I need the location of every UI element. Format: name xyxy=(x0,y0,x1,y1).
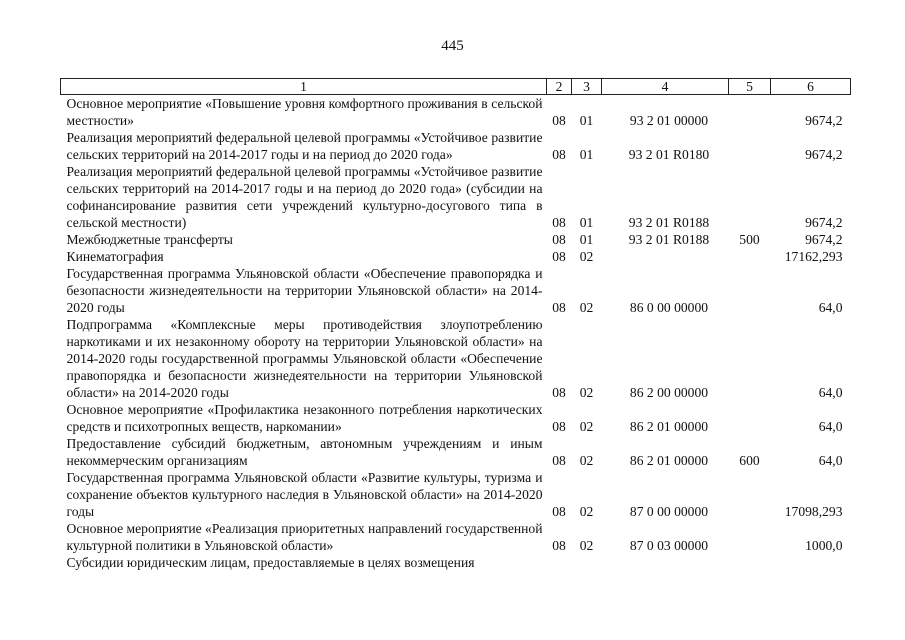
row-amount: 17162,293 xyxy=(784,249,843,264)
page-number: 445 xyxy=(441,38,464,54)
row-target-article: 86 0 00 00000 xyxy=(629,300,709,315)
table-row xyxy=(61,554,851,571)
row-expense-type xyxy=(729,95,771,130)
row-amount: 64,0 xyxy=(818,300,843,315)
row-expense-type xyxy=(729,316,771,401)
row-name: Основное мероприятие «Повышение уровня комфортного проживания в сельской местности» xyxy=(66,96,543,128)
row-expense-type xyxy=(729,248,771,265)
row-subsection: 02 xyxy=(579,385,594,400)
row-subsection: 02 xyxy=(579,504,594,519)
row-name: Реализация мероприятий федеральной целевой программы «Устойчивое развитие сельских территорий на 2014-2017 годы и на период до 2020 года» xyxy=(66,130,543,162)
column-header-name: 1 xyxy=(61,79,547,95)
row-amount: 17098,293 xyxy=(784,504,843,519)
row-amount: 64,0 xyxy=(818,419,843,434)
row-subsection xyxy=(572,554,602,571)
row-section: 08 xyxy=(552,385,566,400)
table-row xyxy=(61,469,851,520)
table-row xyxy=(61,265,851,316)
row-expense-type xyxy=(729,129,771,163)
table-row xyxy=(61,248,851,265)
row-amount: 64,0 xyxy=(818,385,843,400)
budget-table xyxy=(60,78,851,571)
row-subsection: 01 xyxy=(579,147,594,162)
table-row xyxy=(61,401,851,435)
table-row xyxy=(61,95,851,130)
row-expense-type xyxy=(729,520,771,554)
row-name: Государственная программа Ульяновской области «Обеспечение правопорядка и безопасности жизнедеятельности на территории Ульяновской области» на 2014-2020 годы xyxy=(66,266,543,315)
row-target-article: 86 2 01 00000 xyxy=(629,453,709,468)
table-body xyxy=(61,95,851,572)
row-section: 08 xyxy=(552,113,566,128)
row-section: 08 xyxy=(552,419,566,434)
row-target-article: 93 2 01 R0188 xyxy=(628,215,710,230)
row-section: 08 xyxy=(552,504,566,519)
row-target-article: 87 0 00 00000 xyxy=(629,504,709,519)
row-target-article xyxy=(602,554,729,571)
column-header-section: 2 xyxy=(547,79,572,95)
row-expense-type xyxy=(729,265,771,316)
row-amount: 9674,2 xyxy=(805,147,843,162)
row-expense-type xyxy=(729,469,771,520)
row-subsection: 01 xyxy=(579,113,594,128)
row-amount: 9674,2 xyxy=(805,215,843,230)
table-row xyxy=(61,316,851,401)
row-subsection: 02 xyxy=(579,300,594,315)
table-header xyxy=(61,79,851,95)
row-section xyxy=(547,554,572,571)
column-header-subsection: 3 xyxy=(572,79,602,95)
row-name: Основное мероприятие «Реализация приоритетных направлений государственной культурной политики в Ульяновской области» xyxy=(66,521,543,553)
table-row xyxy=(61,163,851,231)
row-subsection: 01 xyxy=(579,232,594,247)
row-target-article: 93 2 01 R0188 xyxy=(628,232,710,247)
row-target-article: 86 2 00 00000 xyxy=(629,385,709,400)
row-section: 08 xyxy=(552,538,566,553)
row-amount: 64,0 xyxy=(818,453,843,468)
row-target-article: 93 2 01 00000 xyxy=(629,113,709,128)
row-section: 08 xyxy=(552,147,566,162)
row-section: 08 xyxy=(552,453,566,468)
row-subsection: 02 xyxy=(579,538,594,553)
row-expense-type xyxy=(729,554,771,571)
row-name: Государственная программа Ульяновской области «Развитие культуры, туризма и сохранение объектов культурного наследия в Ульяновской области» на 2014-2020 годы xyxy=(66,470,543,519)
row-subsection: 02 xyxy=(579,419,594,434)
row-amount: 9674,2 xyxy=(805,232,843,247)
row-name: Подпрограмма «Комплексные меры противодействия злоупотреблению наркотиками и их незаконному обороту на территории Ульяновской области» на 2014-2020 годы государственной программы Ульяновской области «Обеспечение правопорядка и безопасности жизнедеятельности на территории Ульяновской области» на 2014-2020 годы xyxy=(66,317,543,400)
table-row xyxy=(61,520,851,554)
column-header-amount: 6 xyxy=(771,79,851,95)
row-amount: 9674,2 xyxy=(805,113,843,128)
row-expense-type: 500 xyxy=(739,232,760,247)
row-expense-type xyxy=(729,401,771,435)
column-header-target-article: 4 xyxy=(602,79,729,95)
row-target-article xyxy=(602,248,729,265)
row-name: Субсидии юридическим лицам, предоставляемые в целях возмещения xyxy=(66,555,475,570)
row-target-article: 86 2 01 00000 xyxy=(629,419,709,434)
row-name: Кинематография xyxy=(66,249,164,264)
row-name: Предоставление субсидий бюджетным, автономным учреждениям и иным некоммерческим организациям xyxy=(66,436,543,468)
row-section: 08 xyxy=(552,249,566,264)
table-row xyxy=(61,231,851,248)
row-target-article: 93 2 01 R0180 xyxy=(628,147,710,162)
row-section: 08 xyxy=(552,215,566,230)
row-section: 08 xyxy=(552,232,566,247)
row-name: Реализация мероприятий федеральной целевой программы «Устойчивое развитие сельских территорий на 2014-2017 годы и на период до 2020 года» (субсидии на софинансирование развития сети учреждений культурно-досугового типа в сельской местности) xyxy=(66,164,543,230)
row-amount xyxy=(771,554,851,571)
row-subsection: 02 xyxy=(579,453,594,468)
table-row xyxy=(61,129,851,163)
row-name: Основное мероприятие «Профилактика незаконного потребления наркотических средств и психотропных веществ, наркомании» xyxy=(66,402,543,434)
row-expense-type xyxy=(729,163,771,231)
row-amount: 1000,0 xyxy=(805,538,843,553)
row-target-article: 87 0 03 00000 xyxy=(629,538,709,553)
row-name: Межбюджетные трансферты xyxy=(66,232,233,247)
row-subsection: 02 xyxy=(579,249,594,264)
column-header-expense-type: 5 xyxy=(729,79,771,95)
row-section: 08 xyxy=(552,300,566,315)
table-row xyxy=(61,435,851,469)
row-expense-type: 600 xyxy=(739,453,760,468)
row-subsection: 01 xyxy=(579,215,594,230)
